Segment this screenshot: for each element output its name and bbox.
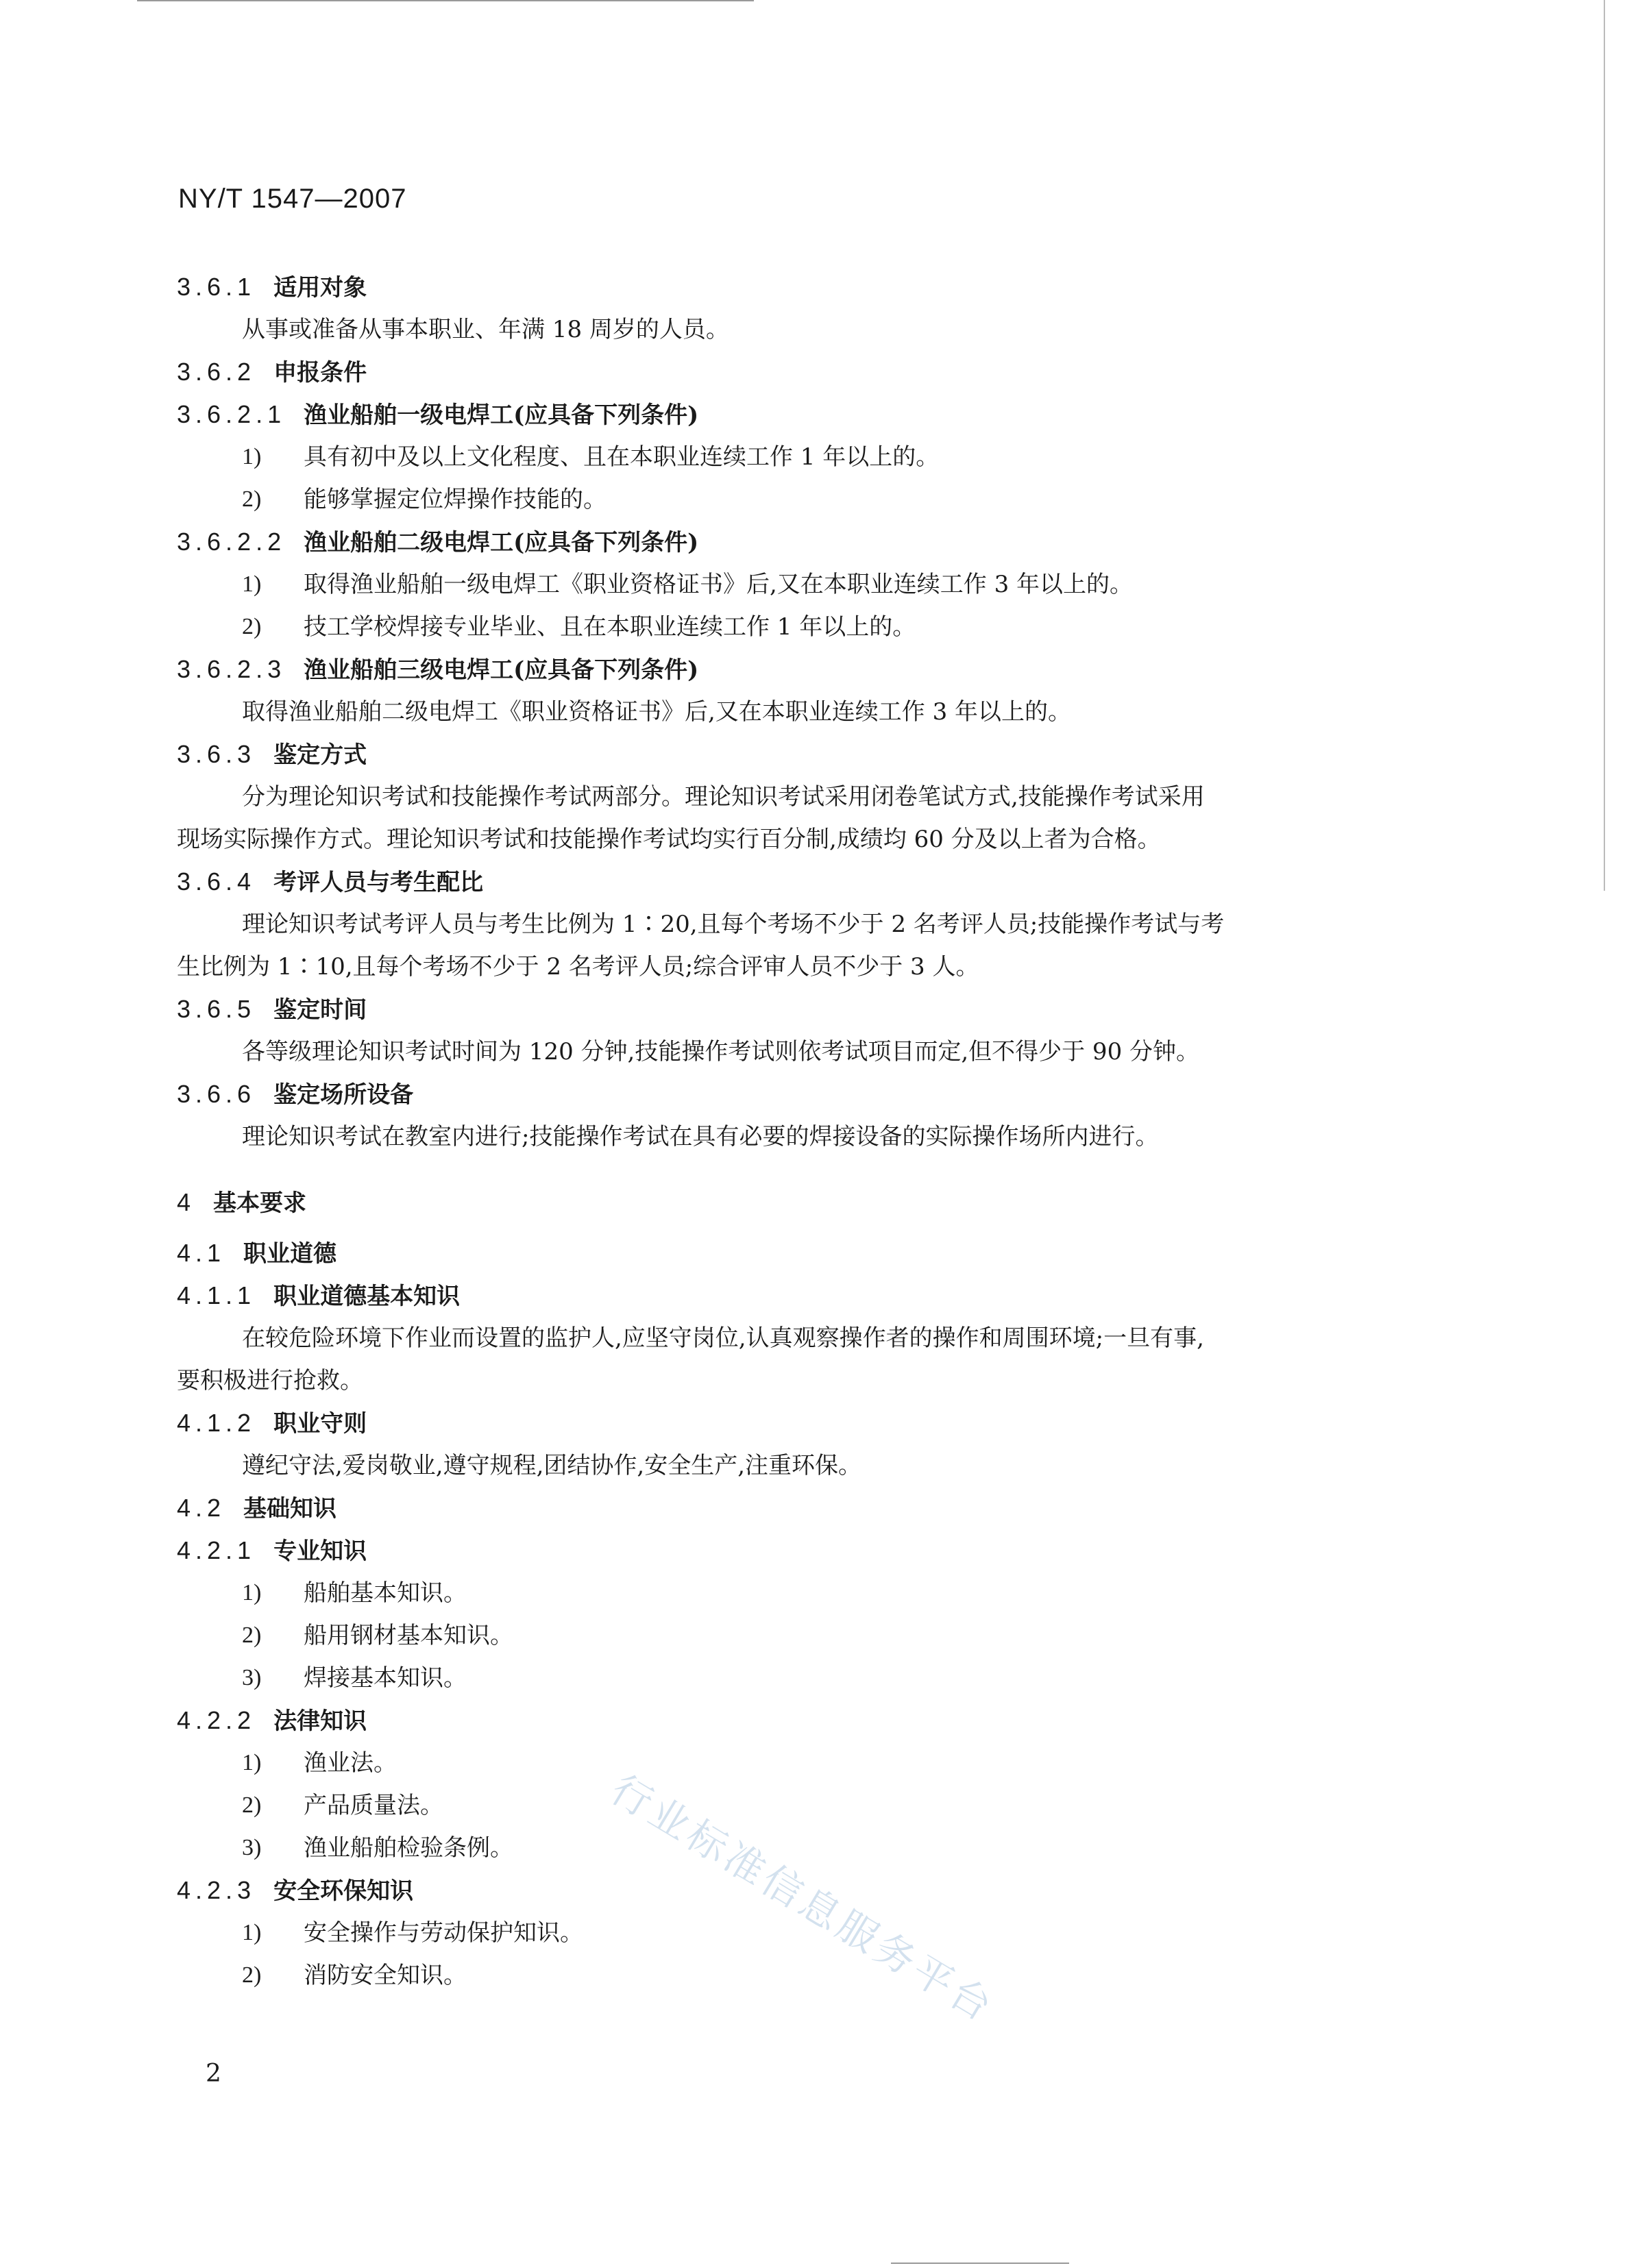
scan-artifact-top: [137, 0, 754, 1]
paragraph-line: 生比例为 1∶10,且每个考场不少于 2 名考评人员;综合评审人员不少于 3 人。: [177, 953, 979, 981]
section-heading: 3.6.4 考评人员与考生配比: [177, 867, 484, 896]
list-item: 1) 渔业法。: [242, 1749, 397, 1777]
subsection-heading: 4.2.1 专业知识: [177, 1536, 367, 1565]
list-item: 1) 具有初中及以上文化程度、且在本职业连续工作 1 年以上的。: [242, 443, 940, 471]
section-heading: 3.6.5 鉴定时间: [177, 995, 367, 1024]
paragraph: 取得渔业船舶二级电焊工《职业资格证书》后,又在本职业连续工作 3 年以上的。: [242, 698, 1072, 726]
document-body: [177, 266, 1465, 1997]
list-item: 2) 技工学校焊接专业毕业、且在本职业连续工作 1 年以上的。: [242, 613, 916, 641]
scan-artifact-bottom: [891, 2263, 1069, 2264]
paragraph-line: 分为理论知识考试和技能操作考试两部分。理论知识考试采用闭卷笔试方式,技能操作考试采用: [242, 783, 1205, 811]
page-number: 2: [206, 2060, 221, 2088]
paragraph-line: 理论知识考试考评人员与考生比例为 1∶20,且每个考场不少于 2 名考评人员;技能操作考试与考: [242, 911, 1225, 938]
subsection-heading: 4.1.1 职业道德基本知识: [177, 1281, 461, 1310]
subsection-heading: 3.6.2.1 渔业船舶一级电焊工(应具备下列条件): [177, 400, 699, 429]
chapter-heading: 4 基本要求: [177, 1188, 307, 1217]
paragraph: 从事或准备从事本职业、年满 18 周岁的人员。: [242, 316, 729, 343]
scan-artifact-right: [1604, 0, 1605, 891]
paragraph-line: 现场实际操作方式。理论知识考试和技能操作考试均实行百分制,成绩均 60 分及以上者为合格。: [177, 826, 1161, 853]
section-heading: 3.6.3 鉴定方式: [177, 740, 367, 769]
paragraph: 遵纪守法,爱岗敬业,遵守规程,团结协作,安全生产,注重环保。: [242, 1452, 862, 1479]
section-heading: 3.6.2 申报条件: [177, 358, 367, 386]
list-item: 2) 能够掌握定位焊操作技能的。: [242, 486, 607, 513]
subsection-heading: 4.1.2 职业守则: [177, 1409, 367, 1438]
subsection-heading: 3.6.2.3 渔业船舶三级电焊工(应具备下列条件): [177, 655, 699, 684]
list-item: 1) 船舶基本知识。: [242, 1579, 467, 1607]
watermark-text: 行业标准信息服务平台: [602, 1766, 1003, 2032]
subsection-heading: 4.2.3 安全环保知识: [177, 1876, 414, 1905]
list-item: 2) 产品质量法。: [242, 1792, 443, 1819]
list-item: 2) 船用钢材基本知识。: [242, 1622, 513, 1649]
paragraph-line: 在较危险环境下作业而设置的监护人,应坚守岗位,认真观察操作者的操作和周围环境;一旦有事,: [242, 1324, 1204, 1352]
list-item: 1) 取得渔业船舶一级电焊工《职业资格证书》后,又在本职业连续工作 3 年以上的。: [242, 571, 1134, 598]
list-item: 3) 渔业船舶检验条例。: [242, 1834, 513, 1862]
section-heading: 3.6.1 适用对象: [177, 273, 367, 301]
subsection-heading: 4.2.2 法律知识: [177, 1706, 367, 1735]
list-item: 1) 安全操作与劳动保护知识。: [242, 1919, 583, 1947]
paragraph-line: 要积极进行抢救。: [177, 1367, 363, 1394]
subsection-heading: 3.6.2.2 渔业船舶二级电焊工(应具备下列条件): [177, 528, 699, 556]
section-heading: 4.2 基础知识: [177, 1494, 337, 1523]
list-item: 3) 焊接基本知识。: [242, 1664, 467, 1692]
section-heading: 4.1 职业道德: [177, 1239, 337, 1268]
paragraph: 理论知识考试在教室内进行;技能操作考试在具有必要的焊接设备的实际操作场所内进行。: [242, 1123, 1159, 1150]
list-item: 2) 消防安全知识。: [242, 1962, 467, 1989]
standard-code: NY/T 1547—2007: [178, 184, 407, 214]
section-heading: 3.6.6 鉴定场所设备: [177, 1080, 414, 1109]
paragraph: 各等级理论知识考试时间为 120 分钟,技能操作考试则依考试项目而定,但不得少于 90 分钟。: [242, 1038, 1200, 1065]
